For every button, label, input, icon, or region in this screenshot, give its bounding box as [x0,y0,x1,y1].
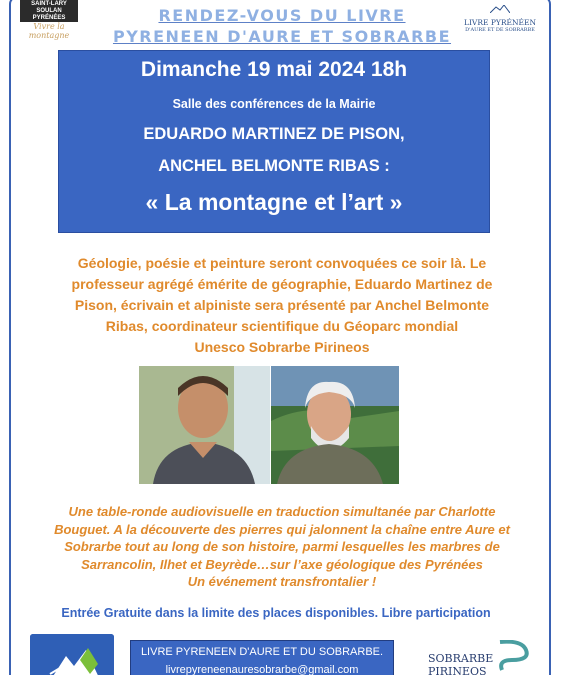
page-title-line1: RENDEZ-VOUS DU LIVRE [158,6,406,25]
portrait-2-illustration [271,366,399,484]
details-line: Bouguet. A la découverte des pierres qui jalonnent la chaîne entre Aure et [54,521,510,537]
details-line: Une table-ronde audiovisuelle en traduction simultanée par Charlotte [68,504,496,519]
description-line: Géologie, poésie et peinture seront convoquées ce soir là. Le [77,255,487,271]
description-line: Unesco Sobrarbe Pirineos [194,339,370,355]
page-title-line2: PYRENEEN D'AURE ET SOBRARBE [112,27,452,46]
logo-right-line1: LIVRE PYRÉNÉEN [463,18,537,27]
sobrarbe-logo [424,640,532,675]
sobrarbe-logo-line1: SOBRARBE [428,652,494,665]
organizer-name: LIVRE PYRENEEN D'AURE ET DU SOBRARBE. [140,646,384,658]
event-date: Dimanche 19 mai 2024 18h [140,58,408,81]
logo-left-line3: PYRÉNÉES [32,15,66,21]
partner-logo-left [30,634,114,675]
speaker-2: ANCHEL BELMONTE RIBAS : [158,157,390,175]
logo-left-tagline: Vivre la montagne [28,22,70,40]
event-theme: « La montagne et l’art » [145,189,403,215]
event-venue: Salle des conférences de la Mairie [172,97,376,111]
portrait-1-illustration [139,366,270,484]
description-line: Ribas, coordinateur scientifique du Géoparc mondial [105,318,459,334]
details-line: Sarrancolin, Ilhet et Beyrède…sur l’axe géologique des Pyrénées [81,556,483,572]
organizer-email[interactable]: livrepyreneenauresobrarbe@gmail.com [165,664,359,675]
sobrarbe-logo-line2: PIRINEOS [428,665,487,675]
description-line: professeur agrégé émérite de géographie, Eduardo Martinez de [71,276,493,292]
entry-info: Entrée Gratuite dans la limite des places disponibles. Libre participation [61,606,491,620]
event-info-box [58,50,490,233]
details-line: Un événement transfrontalier ! [187,574,377,589]
speaker-1: EDUARDO MARTINEZ DE PISON, [143,125,405,143]
event-description [28,253,536,358]
logo-right-line2: D'AURE ET DE SOBRARBE [465,27,535,33]
speaker-photo-martinez [139,366,270,484]
sobrarbe-swirl-icon [492,640,532,674]
logo-left-line2: SOULAN [36,8,62,14]
description-line: Pison, écrivain et alpiniste sera présenté par Anchel Belmonte [74,297,490,313]
speaker-photo-belmonte [271,366,399,484]
organizer-contact-box [130,640,394,675]
event-details [24,503,540,591]
logo-left-line1: SAINT-LARY [31,1,67,7]
details-line: Sobrarbe tout au long de son histoire, parmi lesquelles les marbres de [64,539,500,554]
mountain-partner-icon [30,634,114,675]
